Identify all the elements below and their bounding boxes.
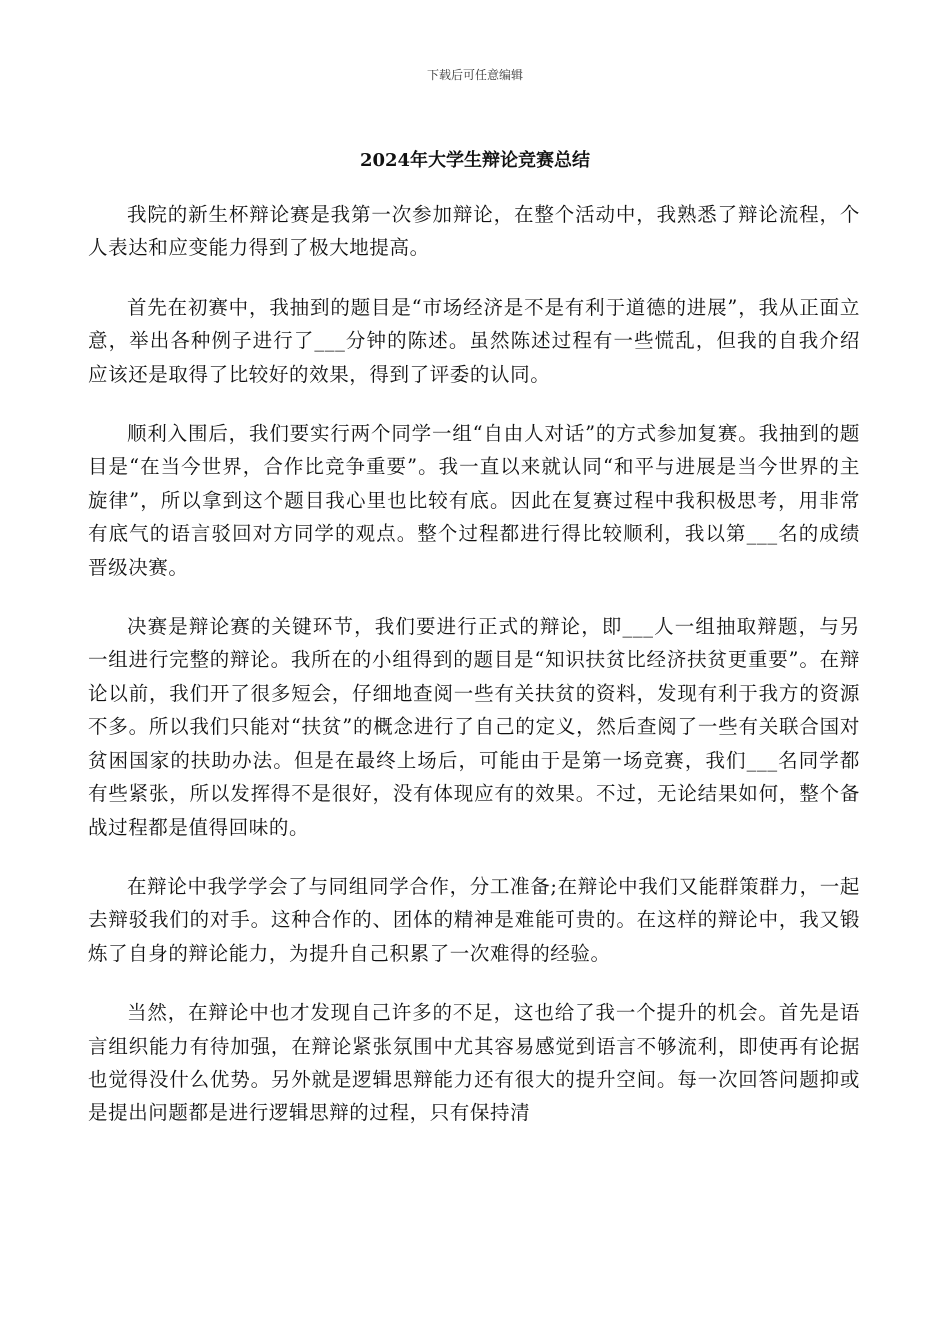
paragraph: 首先在初赛中，我抽到的题目是“市场经济是不是有利于道德的进展”，我从正面立意，举出各种例子进行了___分钟的陈述。虽然陈述过程有一些慌乱，但我的自我介绍应该还是取得了比较好的效果，得到了评委的认同。 [88,295,860,386]
header-note: 下载后可任意编辑 [426,68,523,82]
paragraph: 顺利入围后，我们要实行两个同学一组“自由人对话”的方式参加复赛。我抽到的题目是“在当今世界，合作比竞争重要”。我一直以来就认同“和平与进展是当今世界的主旋律”，所以拿到这个题目我心里也比较有底。因此在复赛过程中我积极思考，用非常有底气的语言驳回对方同学的观点。整个过程都进行得比较顺利，我以第___名的成绩晋级决赛。 [88,422,860,579]
paragraph: 在辩论中我学学会了与同组同学合作，分工准备;在辩论中我们又能群策群力，一起去辩驳我们的对手。这种合作的、团体的精神是难能可贵的。在这样的辩论中，我又锻炼了自身的辩论能力，为提升自己积累了一次难得的经验。 [88,874,860,965]
document-title: 2024年大学生辩论竞赛总结 [359,150,591,171]
document-body [88,198,860,1156]
paragraph: 当然，在辩论中也才发现自己许多的不足，这也给了我一个提升的机会。首先是语言组织能力有待加强，在辩论紧张氛围中尤其容易感觉到语言不够流利，即使再有论据也觉得没什么优势。另外就是逻辑思辩能力还有很大的提升空间。每一次回答问题抑或是提出问题都是进行逻辑思辩的过程，只有保持清 [88,1001,860,1125]
paragraph: 决赛是辩论赛的关键环节，我们要进行正式的辩论，即___人一组抽取辩题，与另一组进行完整的辩论。我所在的小组得到的题目是“知识扶贫比经济扶贫更重要”。在辩论以前，我们开了很多短会，仔细地查阅一些有关扶贫的资料，发现有利于我方的资源不多。所以我们只能对“扶贫”的概念进行了自己的定义，然后查阅了一些有关联合国对贫困国家的扶助办法。但是在最终上场后，可能由于是第一场竞赛，我们___名同学都有些紧张，所以发挥得不是很好，没有体现应有的效果。不过，无论结果如何，整个备战过程都是值得回味的。 [88,615,860,839]
paragraph: 我院的新生杯辩论赛是我第一次参加辩论，在整个活动中，我熟悉了辩论流程，个人表达和应变能力得到了极大地提高。 [88,203,860,260]
